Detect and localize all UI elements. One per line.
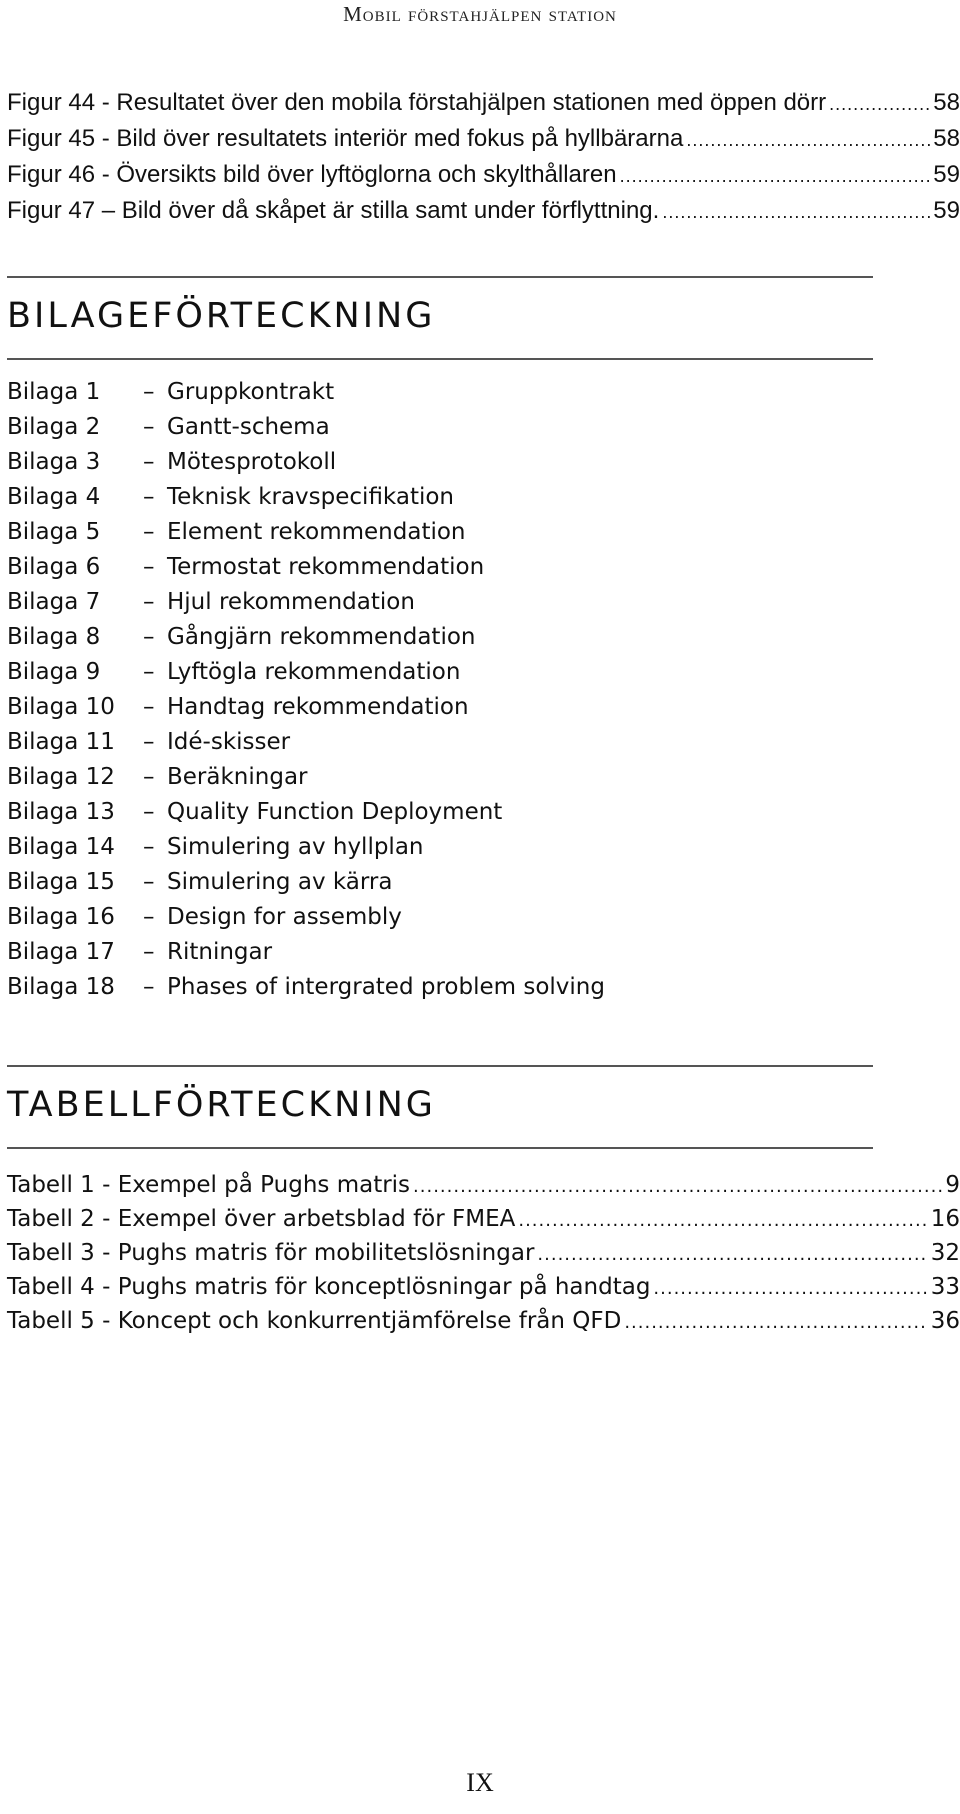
dot-leader	[620, 158, 931, 194]
figure-entry[interactable]	[7, 157, 960, 193]
appendix-dash: –	[143, 554, 155, 580]
figure-entry[interactable]	[7, 85, 960, 121]
appendix-id: Bilaga 16	[7, 904, 115, 930]
table-entry-page: 32	[930, 1240, 960, 1266]
dot-leader	[662, 194, 930, 230]
appendix-id: Bilaga 18	[7, 974, 115, 1000]
appendix-id: Bilaga 8	[7, 624, 101, 650]
appendix-entry[interactable]	[7, 725, 867, 760]
figure-entry-page: 58	[933, 89, 960, 116]
table-entry[interactable]	[7, 1168, 960, 1202]
appendix-title: Phases of intergrated problem solving	[167, 974, 605, 1000]
appendix-dash: –	[143, 939, 155, 965]
appendix-entry[interactable]	[7, 795, 867, 830]
dot-leader	[413, 1170, 942, 1204]
appendix-list	[7, 375, 867, 1005]
appendix-title: Gruppkontrakt	[167, 379, 335, 405]
figure-list	[7, 85, 960, 229]
appendix-title: Beräkningar	[167, 764, 308, 790]
appendix-dash: –	[143, 834, 155, 860]
appendix-dash: –	[143, 659, 155, 685]
table-entry-page: 9	[945, 1172, 960, 1198]
figure-entry-title: Figur 46 - Översikts bild över lyftöglorna och skylthållaren	[7, 161, 617, 188]
figure-entry-page: 58	[933, 125, 960, 152]
appendix-id: Bilaga 6	[7, 554, 101, 580]
section-divider	[7, 358, 873, 360]
appendix-title: Element rekommendation	[167, 519, 466, 545]
appendix-title: Design for assembly	[167, 904, 402, 930]
table-entry[interactable]	[7, 1202, 960, 1236]
section-divider	[7, 1147, 873, 1149]
appendix-title: Simulering av kärra	[167, 869, 393, 895]
appendix-id: Bilaga 2	[7, 414, 101, 440]
appendix-entry[interactable]	[7, 655, 867, 690]
appendix-dash: –	[143, 869, 155, 895]
appendix-entry[interactable]	[7, 935, 867, 970]
table-entry[interactable]	[7, 1236, 960, 1270]
appendix-dash: –	[143, 379, 155, 405]
appendix-title: Idé-skisser	[167, 729, 291, 755]
appendix-title: Gångjärn rekommendation	[167, 624, 476, 650]
section-divider	[7, 1065, 873, 1067]
appendix-id: Bilaga 17	[7, 939, 115, 965]
figure-entry[interactable]	[7, 193, 960, 229]
figure-entry-page: 59	[933, 197, 960, 224]
appendix-entry[interactable]	[7, 970, 867, 1005]
appendix-dash: –	[143, 799, 155, 825]
appendix-entry[interactable]	[7, 480, 867, 515]
table-entry-title: Tabell 4 - Pughs matris för konceptlösningar på handtag	[7, 1274, 651, 1300]
appendix-id: Bilaga 1	[7, 379, 101, 405]
appendix-id: Bilaga 5	[7, 519, 101, 545]
appendix-dash: –	[143, 449, 155, 475]
table-list	[7, 1168, 960, 1338]
dot-leader	[686, 122, 930, 158]
appendix-id: Bilaga 7	[7, 589, 101, 615]
table-entry-page: 16	[930, 1206, 960, 1232]
dot-leader	[829, 86, 930, 122]
appendix-dash: –	[143, 414, 155, 440]
figure-entry[interactable]	[7, 121, 960, 157]
table-entry-title: Tabell 5 - Koncept och konkurrentjämförelse från QFD	[7, 1308, 622, 1334]
appendix-entry[interactable]	[7, 830, 867, 865]
section-divider	[7, 276, 873, 278]
appendix-title: Lyftögla rekommendation	[167, 659, 461, 685]
table-entry-title: Tabell 1 - Exempel på Pughs matris	[7, 1172, 411, 1198]
table-entry-title: Tabell 3 - Pughs matris för mobilitetslösningar	[7, 1240, 535, 1266]
figure-entry-page: 59	[933, 161, 960, 188]
appendix-entry[interactable]	[7, 515, 867, 550]
table-entry-title: Tabell 2 - Exempel över arbetsblad för FMEA	[7, 1206, 516, 1232]
dot-leader	[518, 1204, 927, 1238]
appendix-entry[interactable]	[7, 900, 867, 935]
appendix-title: Termostat rekommendation	[167, 554, 485, 580]
table-entry[interactable]	[7, 1270, 960, 1304]
appendix-entry[interactable]	[7, 865, 867, 900]
appendix-dash: –	[143, 694, 155, 720]
appendix-entry[interactable]	[7, 690, 867, 725]
appendix-heading: BILAGEFÖRTECKNING	[7, 296, 436, 336]
appendix-title: Mötesprotokoll	[167, 449, 337, 475]
appendix-dash: –	[143, 624, 155, 650]
appendix-id: Bilaga 9	[7, 659, 101, 685]
table-heading: TABELLFÖRTECKNING	[7, 1085, 436, 1125]
page-number: IX	[466, 1768, 494, 1797]
dot-leader	[653, 1272, 927, 1306]
appendix-id: Bilaga 11	[7, 729, 115, 755]
appendix-title: Teknisk kravspecifikation	[167, 484, 454, 510]
appendix-title: Quality Function Deployment	[167, 799, 503, 825]
appendix-entry[interactable]	[7, 620, 867, 655]
appendix-id: Bilaga 14	[7, 834, 115, 860]
dot-leader	[624, 1306, 927, 1340]
appendix-entry[interactable]	[7, 375, 867, 410]
appendix-dash: –	[143, 974, 155, 1000]
appendix-dash: –	[143, 589, 155, 615]
appendix-id: Bilaga 12	[7, 764, 115, 790]
appendix-title: Hjul rekommendation	[167, 589, 415, 615]
appendix-title: Simulering av hyllplan	[167, 834, 424, 860]
figure-entry-title: Figur 45 - Bild över resultatets interiör med fokus på hyllbärarna	[7, 125, 684, 152]
appendix-entry[interactable]	[7, 760, 867, 795]
appendix-dash: –	[143, 484, 155, 510]
appendix-entry[interactable]	[7, 410, 867, 445]
appendix-dash: –	[143, 519, 155, 545]
table-entry[interactable]	[7, 1304, 960, 1338]
appendix-dash: –	[143, 764, 155, 790]
figure-entry-title: Figur 44 - Resultatet över den mobila förstahjälpen stationen med öppen dörr	[7, 89, 827, 116]
appendix-title: Gantt-schema	[167, 414, 330, 440]
table-entry-page: 33	[930, 1274, 960, 1300]
figure-entry-title: Figur 47 – Bild över då skåpet är stilla samt under förflyttning.	[7, 197, 660, 224]
appendix-title: Handtag rekommendation	[167, 694, 469, 720]
appendix-id: Bilaga 13	[7, 799, 115, 825]
appendix-id: Bilaga 4	[7, 484, 101, 510]
appendix-id: Bilaga 15	[7, 869, 115, 895]
appendix-title: Ritningar	[167, 939, 273, 965]
appendix-dash: –	[143, 729, 155, 755]
appendix-entry[interactable]	[7, 445, 867, 480]
appendix-entry[interactable]	[7, 585, 867, 620]
appendix-dash: –	[143, 904, 155, 930]
appendix-entry[interactable]	[7, 550, 867, 585]
table-entry-page: 36	[930, 1308, 960, 1334]
dot-leader	[537, 1238, 927, 1272]
appendix-id: Bilaga 3	[7, 449, 101, 475]
appendix-id: Bilaga 10	[7, 694, 115, 720]
running-header: Mobil förstahjälpen station	[343, 2, 617, 26]
